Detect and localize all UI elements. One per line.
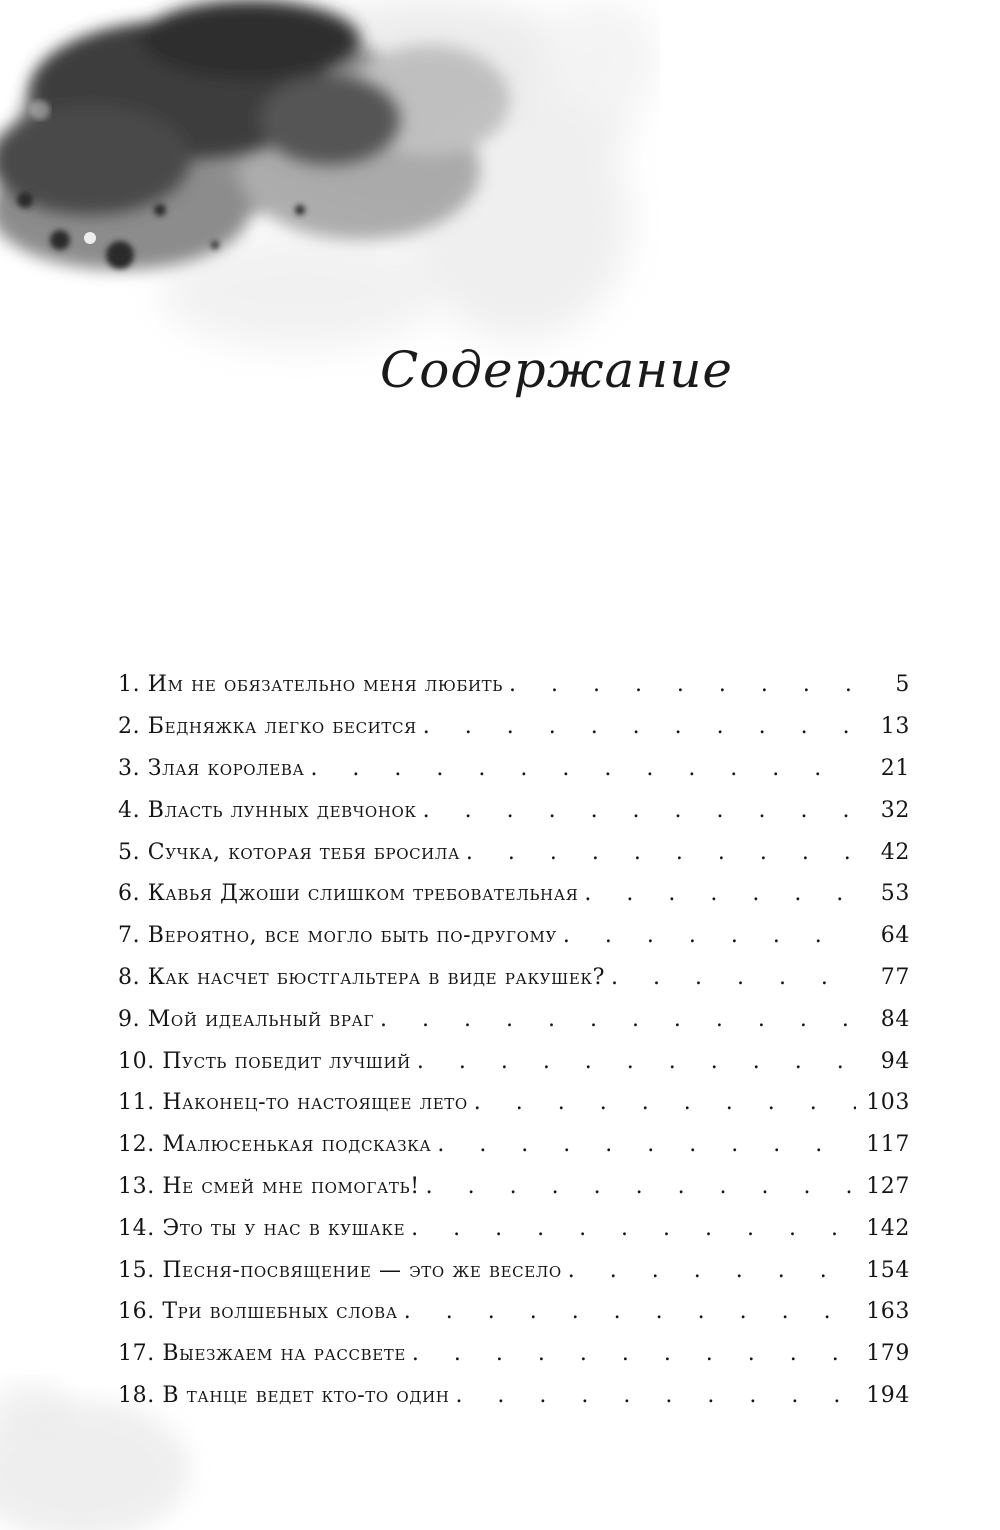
toc-entry-page-number: 179 [866,1341,910,1367]
toc-entry-number: 11. [118,1090,155,1116]
toc-entry-title: Власть лунных девчонок [147,797,417,823]
toc-entry-number: 2. [118,714,141,740]
toc-entry-title: Им не обязательно меня любить [147,672,503,698]
toc-entry-page-number: 64 [880,923,910,949]
toc-entry-page-number: 154 [866,1257,910,1283]
toc-entry [118,1333,910,1375]
toc-entry-number: 14. [118,1215,155,1241]
toc-entry [118,915,910,957]
toc-entry-title: Как насчет бюстгальтера в виде ракушек? [147,964,605,990]
toc-entry-number: 4. [118,797,141,823]
toc-entry-spacer [155,1341,163,1366]
toc-entry-page-number: 127 [866,1173,910,1199]
toc-entry-title: Малюсенькая подсказка [162,1132,432,1158]
toc-entry-spacer [155,1090,163,1115]
toc-entry [118,1166,910,1208]
toc-entry-title: Мой идеальный враг [147,1006,375,1032]
toc-dot-leader [466,840,856,865]
toc-dot-leader [412,1341,856,1366]
toc-dot-leader [611,965,856,990]
toc-entry-spacer [140,714,148,739]
toc-entry-number: 3. [118,755,141,781]
toc-entry-title: Пусть победит лучший [162,1048,411,1074]
toc-entry-page-number: 194 [866,1382,910,1408]
toc-entry-number: 18. [118,1382,155,1408]
toc-dot-leader [426,1174,856,1199]
toc-entry [118,664,910,706]
toc-entry-spacer [155,1174,163,1199]
toc-entry-title: Наконец-то настоящее лето [162,1090,468,1116]
toc-entry-spacer [140,798,148,823]
toc-dot-leader [404,1299,856,1324]
toc-entry-spacer [140,840,148,865]
toc-entry-title: В танце ведет кто-то один [162,1382,450,1408]
toc-entry-spacer [155,1132,163,1157]
toc-entry-title: Злая королева [147,755,305,781]
toc-entry-page-number: 94 [880,1048,910,1074]
toc-entry-spacer [155,1049,163,1074]
toc-entry [118,706,910,748]
toc-dot-leader [423,714,856,739]
toc-dot-leader [509,672,856,697]
toc-entry-number: 5. [118,839,141,865]
toc-entry-spacer [140,1007,148,1032]
toc-entry-spacer [140,756,148,781]
toc-entry-page-number: 21 [880,755,910,781]
toc-entry [118,1040,910,1082]
toc-entry-number: 16. [118,1299,155,1325]
toc-entry-spacer [155,1383,163,1408]
toc-entry-number: 8. [118,964,141,990]
toc-dot-leader [563,923,856,948]
toc-entry-number: 15. [118,1257,155,1283]
toc-dot-leader [417,1049,856,1074]
toc-dot-leader [380,1007,856,1032]
toc-entry [118,1082,910,1124]
toc-entry [118,789,910,831]
toc-entry-page-number: 77 [880,964,910,990]
toc-entry-number: 6. [118,881,141,907]
table-of-contents [118,664,910,1416]
toc-entry-number: 7. [118,923,141,949]
toc-entry [118,1375,910,1417]
toc-entry-spacer [155,1258,163,1283]
toc-entry-spacer [155,1299,163,1324]
toc-dot-leader [423,798,856,823]
toc-dot-leader [584,881,856,906]
watercolor-ink-stain [0,0,660,380]
toc-entry-page-number: 103 [866,1090,910,1116]
toc-entry-number: 13. [118,1173,155,1199]
toc-entry-number: 12. [118,1132,155,1158]
toc-entry-page-number: 84 [880,1006,910,1032]
page-title: Содержание [380,341,734,399]
toc-entry-title: Песня-посвящение — это же весело [162,1257,562,1283]
toc-entry [118,1249,910,1291]
toc-entry-title: Вероятно, все могло быть по-другому [147,923,557,949]
toc-entry [118,1291,910,1333]
toc-entry-page-number: 163 [866,1299,910,1325]
toc-entry [118,998,910,1040]
toc-entry-title: Сучка, которая тебя бросила [147,839,460,865]
toc-entry-page-number: 5 [895,672,910,698]
toc-entry-title: Бедняжка легко бесится [147,714,417,740]
toc-entry [118,1124,910,1166]
toc-dot-leader [437,1132,856,1157]
toc-entry-title: Три волшебных слова [162,1299,398,1325]
toc-entry-number: 10. [118,1048,155,1074]
toc-entry-page-number: 13 [880,714,910,740]
toc-entry [118,748,910,790]
toc-entry-page-number: 32 [880,797,910,823]
toc-dot-leader [568,1258,856,1283]
toc-entry [118,873,910,915]
toc-entry [118,957,910,999]
toc-entry-spacer [140,672,148,697]
toc-entry-page-number: 117 [866,1132,910,1158]
toc-entry-page-number: 42 [880,839,910,865]
toc-entry-number: 17. [118,1341,155,1367]
toc-entry-page-number: 53 [880,881,910,907]
toc-entry-number: 9. [118,1006,141,1032]
toc-entry-title: Кавья Джоши слишком требовательная [147,881,579,907]
toc-entry-title: Это ты у нас в кушаке [162,1215,406,1241]
toc-entry-spacer [140,923,148,948]
toc-dot-leader [455,1383,856,1408]
toc-dot-leader [411,1216,856,1241]
toc-dot-leader [310,756,856,781]
toc-dot-leader [474,1090,856,1115]
toc-entry-spacer [140,881,148,906]
toc-entry-page-number: 142 [866,1215,910,1241]
toc-entry [118,831,910,873]
toc-entry-title: Не смей мне помогать! [162,1173,420,1199]
toc-entry-spacer [155,1216,163,1241]
toc-entry [118,1207,910,1249]
toc-entry-spacer [140,965,148,990]
toc-entry-title: Выезжаем на рассвете [162,1341,406,1367]
toc-entry-number: 1. [118,672,141,698]
